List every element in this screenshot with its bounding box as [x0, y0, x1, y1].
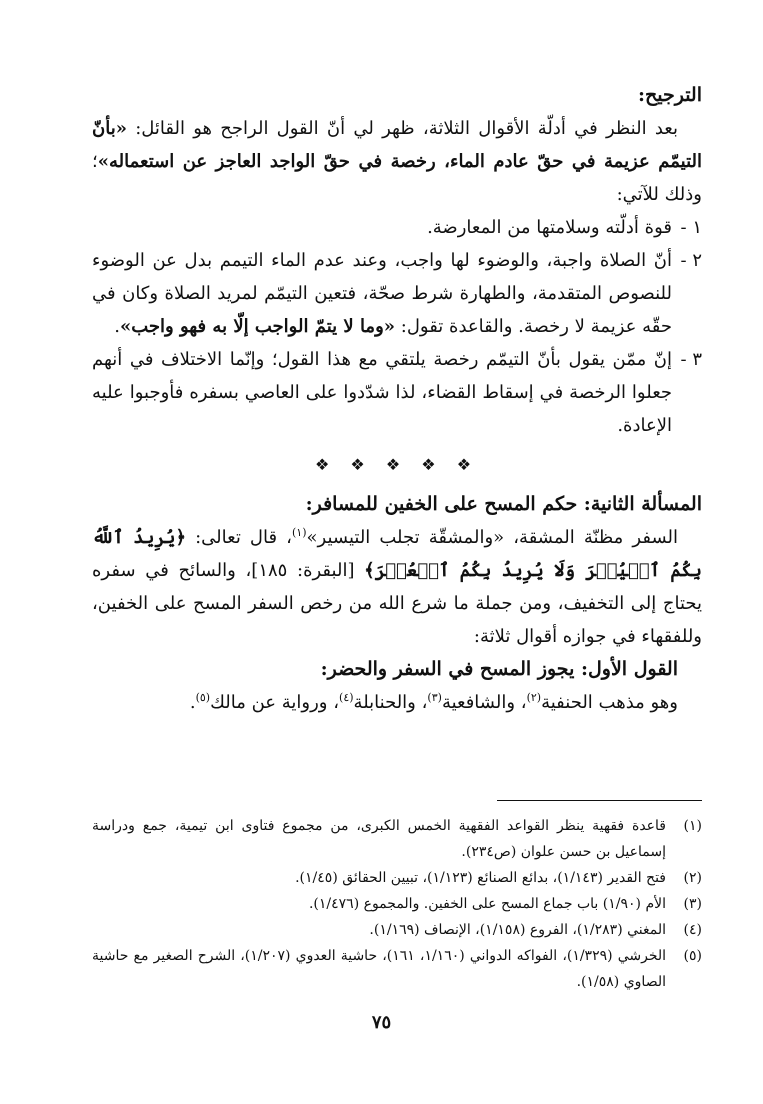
opinion-text-a: وهو مذهب الحنفية	[541, 692, 678, 713]
footnote-item	[92, 813, 702, 865]
tarjih-after-quote: ؛ وذلك للآتي:	[92, 151, 702, 205]
footnote-number: (٥)	[683, 948, 702, 964]
footnote-ref-1: (١)	[292, 526, 307, 539]
page-body	[92, 78, 702, 719]
list-item	[92, 244, 702, 343]
footnote-ref-3: (٣)	[427, 691, 442, 704]
section-separator: ❖ ❖ ❖ ❖ ❖	[314, 455, 480, 474]
first-opinion-paragraph	[92, 686, 702, 719]
tarjih-quote: «بأنّ التيمّم عزيمة في حقّ عادم الماء، رخصة في حقّ الواجد العاجز عن استعماله»	[92, 118, 702, 172]
quran-verse: ﴿يُرِيدُ ٱللَّهُ بِكُمُ ٱلۡيُسۡرَ وَلَا يُرِيدُ بِكُمُ ٱلۡعُسۡرَ﴾	[92, 527, 702, 581]
footnote-item	[92, 917, 702, 943]
list-item-number: ١ -	[680, 217, 702, 238]
list-item	[92, 211, 702, 244]
masala-text-c: [البقرة: ١٨٥]، والسائح في سفره يحتاج إلى التخفيف، ومن جملة ما شرع الله من رخص السفر المسح على الخفين، وللفقهاء في جوازه أقوال ثلاثة:	[92, 560, 703, 647]
footnote-divider	[497, 800, 702, 801]
footnote-ref-5: (٥)	[195, 691, 211, 704]
footnote-number: (٣)	[683, 896, 702, 912]
footnote-item	[92, 865, 702, 891]
list-item-number: ٢ -	[680, 250, 702, 271]
list-item	[92, 343, 702, 442]
rule-quote: «وما لا يتمّ الواجب إلّا به فهو واجب»	[119, 316, 396, 337]
footnote-ref-4: (٤)	[339, 691, 354, 704]
list-item-tail: .	[114, 316, 120, 337]
footnote-text: الخرشي (١/٣٢٩)، الفواكه الدواني (١/١٦٠، ١٦١)، حاشية العدوي (١/٢٠٧)، الشرح الصغير مع حاشية الصاوي (١/٥٨).	[92, 948, 667, 990]
tarjih-intro: بعد النظر في أدلّة الأقوال الثلاثة، ظهر لي أنّ القول الراجح هو القائل:	[135, 118, 678, 139]
footnote-item	[92, 943, 702, 995]
footnote-number: (٢)	[683, 870, 702, 886]
footnote-item	[92, 891, 702, 917]
masala-heading: المسألة الثانية: حكم المسح على الخفين للمسافر:	[305, 493, 702, 515]
tarjih-intro-paragraph	[92, 112, 702, 211]
masala-paragraph	[92, 521, 702, 653]
opinion-text-d: ، ورواية عن مالك	[210, 692, 340, 713]
list-item-text: قوة أدلّته وسلامتها من المعارضة.	[427, 217, 672, 238]
page-number: ٧٥	[371, 1012, 392, 1033]
masala-text-b: ، قال تعالى:	[186, 527, 292, 548]
masala-text-a: السفر مظنّة المشقة، «والمشقّة تجلب التيسير»	[306, 527, 678, 548]
list-item-body	[92, 244, 672, 343]
footnote-ref-2: (٢)	[526, 691, 542, 704]
list-item-number: ٣ -	[680, 349, 702, 370]
footnote-text: فتح القدير (١/١٤٣)، بدائع الصنائع (١/١٢٣)، تبيين الحقائق (١/٤٥).	[295, 870, 666, 886]
footnote-number: (١)	[683, 818, 702, 834]
list-item-text: أنّ الصلاة واجبة، والوضوء لها واجب، وعند عدم الماء التيمم بدل عن الوضوء للنصوص المتقدمة، والطهارة شرط صحّة، فتعين التيمّم لمريد الصلاة وكان في حقّه عزيمة لا رخصة. والقاعدة تقول:	[92, 250, 672, 337]
opinion-text-b: ، والشافعية	[441, 692, 527, 713]
footnote-text: قاعدة فقهية ينظر القواعد الفقهية الخمس الكبرى، من مجموع فتاوى ابن تيمية، جمع ودراسة إسماعيل بن حسن علوان (ص٢٣٤).	[92, 818, 666, 860]
footnotes	[92, 800, 702, 995]
footnote-text: الأم (١/٩٠) باب جماع المسح على الخفين. والمجموع (١/٤٧٦).	[308, 896, 666, 912]
first-opinion-heading: القول الأول: يجوز المسح في السفر والحضر:	[320, 658, 678, 680]
opinion-text-e: .	[189, 692, 196, 713]
tarjih-heading: الترجيح:	[637, 84, 702, 106]
opinion-text-c: ، والحنابلة	[353, 692, 428, 713]
list-item-text: إنّ ممّن يقول بأنّ التيمّم رخصة يلتقي مع هذا القول؛ وإنّما الاختلاف في أنهم جعلوا الرخصة في إسقاط القضاء، لذا شدّدوا على العاصي بسفره فأوجبوا عليه الإعادة.	[92, 349, 672, 436]
footnote-number: (٤)	[683, 922, 702, 938]
footnote-text: المغني (١/٢٨٣)، الفروع (١/١٥٨)، الإنصاف (١/١٦٩).	[369, 922, 666, 938]
